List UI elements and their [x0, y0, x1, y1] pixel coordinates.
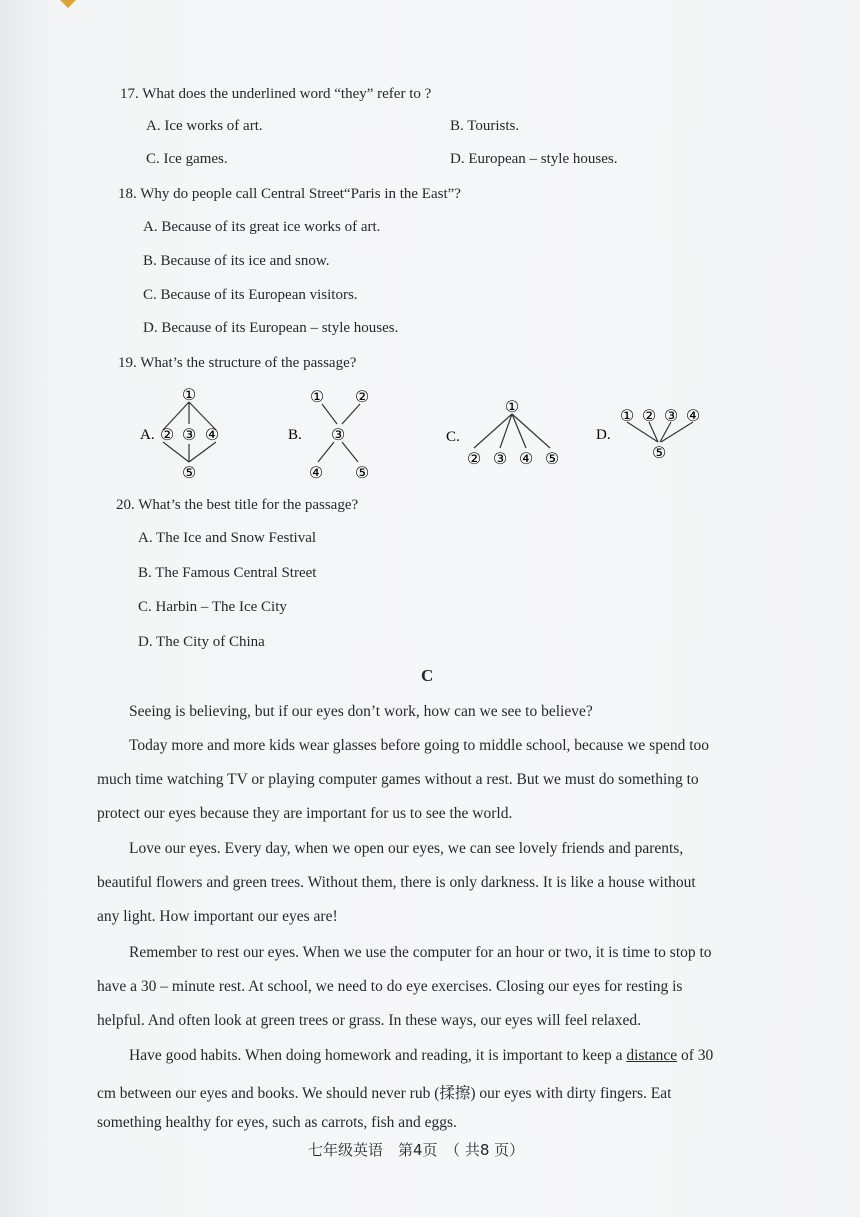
paragraph-1-line-1: Seeing is believing, but if our eyes don’t work, how can we see to believe?: [129, 703, 593, 720]
b-node-1: ①: [309, 387, 325, 406]
diagram-a: [140, 385, 219, 482]
b-node-4: ④: [308, 463, 324, 482]
paragraph-4-line-2: have a 30 – minute rest. At school, we need to do eye exercises. Closing our eyes for resting is: [97, 978, 683, 995]
paragraph-4-line-1: Remember to rest our eyes. When we use the computer for an hour or two, it is time to stop to: [129, 944, 712, 961]
d-node-3: ③: [663, 406, 679, 425]
d-node-5: ⑤: [651, 443, 667, 462]
q18-option-a: A. Because of its great ice works of art.: [143, 219, 381, 235]
question-19-stem: 19. What’s the structure of the passage?: [118, 355, 357, 371]
question-20-stem: 20. What’s the best title for the passage?: [116, 497, 359, 513]
diagram-a-letter: A.: [140, 427, 155, 443]
paragraph-5-line-2: cm between our eyes and books. We should never rub (揉擦) our eyes with dirty fingers. Eat: [97, 1085, 672, 1102]
a-node-1: ①: [181, 385, 197, 404]
c-node-4: ④: [518, 449, 534, 468]
q20-option-c: C. Harbin – The Ice City: [138, 599, 287, 615]
paragraph-4-line-3: helpful. And often look at green trees or grass. In these ways, our eyes will feel relaxed.: [97, 1012, 642, 1029]
page-corner-mark: [60, 0, 76, 8]
c-node-3: ③: [492, 449, 508, 468]
paragraph-3-line-3: any light. How important our eyes are!: [97, 908, 338, 925]
page-footer: 七年级英语 第4页 （ 共8 页）: [308, 1141, 525, 1159]
paragraph-2-line-1: Today more and more kids wear glasses before going to middle school, because we spend too: [129, 737, 710, 754]
d-node-4: ④: [685, 406, 701, 425]
q17-option-b: B. Tourists.: [450, 118, 520, 134]
d-node-1: ①: [619, 406, 635, 425]
c-node-5: ⑤: [544, 449, 560, 468]
b-node-2: ②: [354, 387, 370, 406]
diagram-b: [288, 387, 369, 482]
q17-option-a: A. Ice works of art.: [146, 118, 263, 134]
underlined-word-distance: distance: [626, 1047, 678, 1064]
diagram-c-letter: C.: [446, 429, 460, 445]
q18-option-c: C. Because of its European visitors.: [143, 287, 358, 303]
section-c-heading: C: [421, 666, 434, 685]
d-node-2: ②: [641, 406, 657, 425]
q17-option-c: C. Ice games.: [146, 151, 228, 167]
a-node-5: ⑤: [181, 463, 197, 482]
paragraph-5-line-1: [129, 1047, 713, 1065]
c-node-1: ①: [504, 397, 520, 416]
diagram-c: [446, 397, 559, 468]
b-node-5: ⑤: [354, 463, 370, 482]
q18-option-d: D. Because of its European – style houses.: [143, 320, 399, 336]
paragraph-2-line-3: protect our eyes because they are important for us to see the world.: [97, 805, 513, 822]
question-18-stem: 18. Why do people call Central Street“Paris in the East”?: [118, 186, 461, 202]
diagram-d: [596, 406, 700, 462]
c-node-2: ②: [466, 449, 482, 468]
a-node-4: ④: [204, 425, 220, 444]
structure-diagrams: [130, 380, 730, 490]
q20-option-a: A. The Ice and Snow Festival: [138, 530, 317, 546]
paragraph-5-line-3: something healthy for eyes, such as carrots, fish and eggs.: [97, 1114, 457, 1131]
a-node-2: ②: [159, 425, 175, 444]
q17-option-d: D. European – style houses.: [450, 151, 618, 167]
q18-option-b: B. Because of its ice and snow.: [143, 253, 330, 269]
question-17-stem: 17. What does the underlined word “they” refer to ?: [120, 86, 432, 102]
paragraph-3-line-1: Love our eyes. Every day, when we open our eyes, we can see lovely friends and parents,: [129, 840, 684, 857]
paragraph-5-text-a: Have good habits. When doing homework and reading, it is important to keep a: [129, 1047, 623, 1064]
q20-option-d: D. The City of China: [138, 634, 265, 650]
b-node-3: ③: [330, 425, 346, 444]
diagram-d-letter: D.: [596, 427, 611, 443]
paragraph-5-text-b: of 30: [681, 1047, 714, 1064]
q20-option-b: B. The Famous Central Street: [138, 565, 317, 581]
diagram-b-letter: B.: [288, 427, 302, 443]
a-node-3: ③: [181, 425, 197, 444]
paragraph-3-line-2: beautiful flowers and green trees. Without them, there is only darkness. It is like a house without: [97, 874, 696, 891]
paragraph-2-line-2: much time watching TV or playing computer games without a rest. But we must do something to: [97, 771, 699, 788]
